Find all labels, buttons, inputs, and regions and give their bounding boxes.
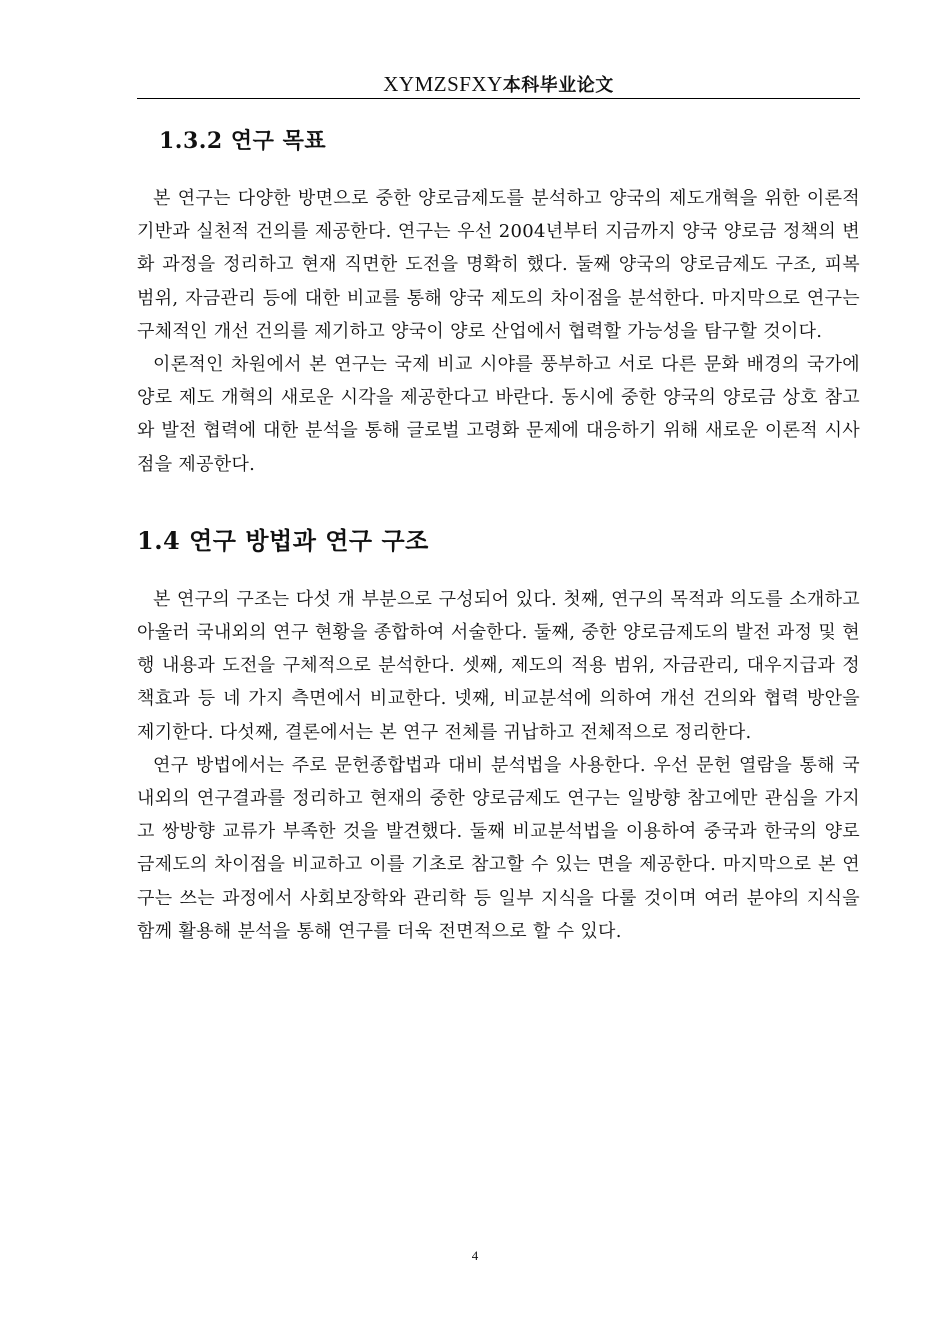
page-number: 4 — [471, 1248, 479, 1263]
running-header — [137, 70, 860, 99]
paragraph-research-structure: 본 연구의 구조는 다섯 개 부분으로 구성되어 있다. 첫째, 연구의 목적과 의도를 소개하고 아울러 국내외의 연구 현황을 종합하여 서술한다. 둘째, 중한 양로금제도의 발전 과정 및 현행 내용과 도전을 구체적으로 분석한다. 셋째, 제도의 적용 범위, 자금관리, 대우지급과 정책효과 등 네 가지 측면에서 비교한다. 넷째, 비교분석에 의하여 개선 건의와 협력 방안을 제기한다. 다섯째, 결론에서는 본 연구 전체를 귀납하고 전체적으로 정리한다. — [137, 588, 860, 743]
paragraph-research-goal-2: 이론적인 차원에서 본 연구는 국제 비교 시야를 풍부하고 서로 다른 문화 배경의 국가에 양로 제도 개혁의 새로운 시각을 제공한다고 바란다. 동시에 중한 양국의 양로금 상호 참고와 발전 협력에 대한 분석을 통해 글로벌 고령화 문제에 대응하기 위해 새로운 이론적 시사점을 제공한다. — [137, 354, 860, 475]
section-heading-1-4: 1.4 연구 방법과 연구 구조 — [137, 525, 429, 555]
paragraph-research-goal-1: 본 연구는 다양한 방면으로 중한 양로금제도를 분석하고 양국의 제도개혁을 위한 이론적 기반과 실천적 건의를 제공한다. 연구는 우선 2004년부터 지금까지 양국 양로금 정책의 변화 과정을 정리하고 현재 직면한 도전을 명확히 했다. 둘째 양국의 양로금제도 구조, 피복 범위, 자금관리 등에 대한 비교를 통해 양국 제도의 차이점을 분석한다. 마지막으로 연구는 구체적인 개선 건의를 제기하고 양국이 양로 산업에서 협력할 가능성을 탐구할 것이다. — [137, 188, 860, 342]
section-heading-1-3-2: 1.3.2 연구 목표 — [159, 128, 327, 154]
header-latin-text: XYMZSFXY — [383, 72, 503, 96]
paragraph-research-method: 연구 방법에서는 주로 문헌종합법과 대비 분석법을 사용한다. 우선 문헌 열람을 통해 국내외의 연구결과를 정리하고 현재의 중한 양로금제도 연구는 일방향 참고에만 관심을 가지고 쌍방향 교류가 부족한 것을 발견했다. 둘째 비교분석법을 이용하여 중국과 한국의 양로금제도의 차이점을 비교하고 이를 기초로 참고할 수 있는 면을 제공한다. 마지막으로 본 연구는 쓰는 과정에서 사회보장학와 관리학 등 일부 지식을 다룰 것이며 여러 분야의 지식을 함께 활용해 분석을 통해 연구를 더욱 전면적으로 할 수 있다. — [137, 754, 860, 942]
header-cjk-text: 本科毕业论文 — [502, 75, 614, 96]
page-body — [137, 118, 860, 948]
